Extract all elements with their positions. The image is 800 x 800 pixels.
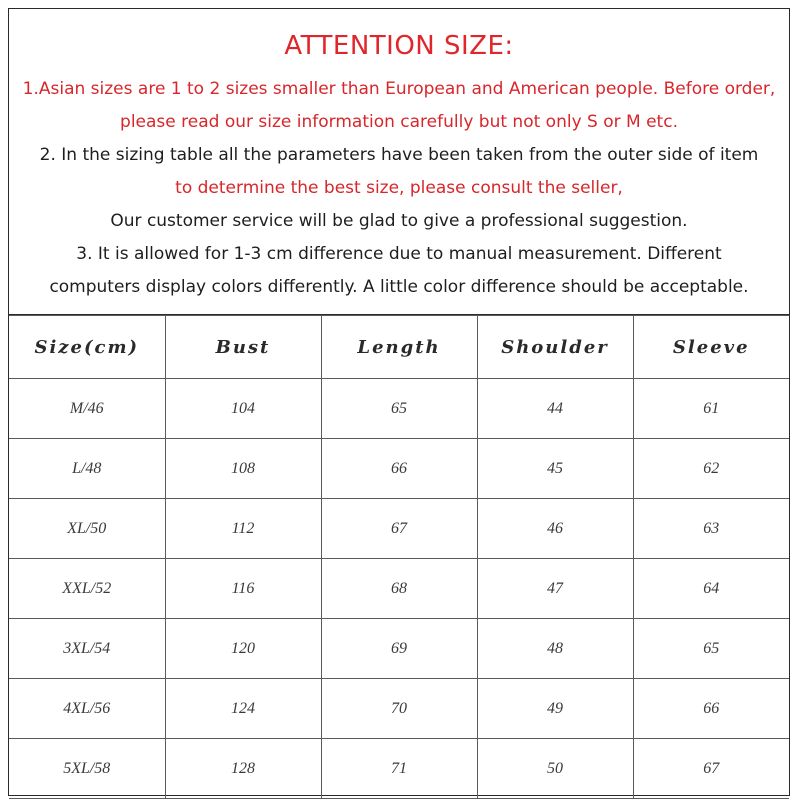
table-row — [9, 379, 789, 439]
cell-sleeve: 65 — [633, 619, 789, 679]
cell-shoulder: 49 — [477, 679, 633, 739]
cell-length: 68 — [321, 559, 477, 619]
table-row — [9, 679, 789, 739]
header-size: Size(cm) — [9, 316, 165, 379]
cell-length: 69 — [321, 619, 477, 679]
table-row — [9, 559, 789, 619]
cell-size: XXL/52 — [9, 559, 165, 619]
cell-bust: 128 — [165, 739, 321, 799]
cell-shoulder: 47 — [477, 559, 633, 619]
cell-bust: 120 — [165, 619, 321, 679]
table-row — [9, 499, 789, 559]
cell-sleeve: 62 — [633, 439, 789, 499]
cell-bust: 112 — [165, 499, 321, 559]
size-table — [9, 315, 789, 799]
cell-bust: 116 — [165, 559, 321, 619]
notice-line-3: 2. In the sizing table all the parameters have been taken from the outer side of item — [39, 145, 759, 165]
cell-bust: 104 — [165, 379, 321, 439]
cell-bust: 124 — [165, 679, 321, 739]
header-sleeve: Sleeve — [633, 316, 789, 379]
attention-notice — [9, 9, 789, 315]
header-bust: Bust — [165, 316, 321, 379]
cell-size: 3XL/54 — [9, 619, 165, 679]
notice-line-1: 1.Asian sizes are 1 to 2 sizes smaller than European and American people. Before order, — [22, 79, 776, 99]
table-row — [9, 439, 789, 499]
cell-length: 67 — [321, 499, 477, 559]
table-row — [9, 739, 789, 799]
table-row — [9, 619, 789, 679]
size-chart — [8, 8, 790, 796]
cell-size: L/48 — [9, 439, 165, 499]
cell-size: 5XL/58 — [9, 739, 165, 799]
cell-size: XL/50 — [9, 499, 165, 559]
cell-size: 4XL/56 — [9, 679, 165, 739]
cell-shoulder: 46 — [477, 499, 633, 559]
cell-length: 70 — [321, 679, 477, 739]
cell-shoulder: 48 — [477, 619, 633, 679]
cell-length: 71 — [321, 739, 477, 799]
cell-shoulder: 45 — [477, 439, 633, 499]
notice-line-6: 3. It is allowed for 1-3 cm difference due to manual measurement. Different — [76, 244, 722, 264]
cell-shoulder: 44 — [477, 379, 633, 439]
notice-line-5: Our customer service will be glad to give a professional suggestion. — [110, 211, 688, 231]
cell-length: 66 — [321, 439, 477, 499]
cell-sleeve: 66 — [633, 679, 789, 739]
notice-title: ATTENTION SIZE: — [284, 31, 514, 61]
cell-size: M/46 — [9, 379, 165, 439]
cell-shoulder: 50 — [477, 739, 633, 799]
table-header-row — [9, 316, 789, 379]
cell-sleeve: 63 — [633, 499, 789, 559]
cell-sleeve: 64 — [633, 559, 789, 619]
cell-sleeve: 67 — [633, 739, 789, 799]
header-shoulder: Shoulder — [477, 316, 633, 379]
notice-line-4: to determine the best size, please consult the seller, — [175, 178, 623, 198]
cell-length: 65 — [321, 379, 477, 439]
notice-line-2: please read our size information carefully but not only S or M etc. — [120, 112, 678, 132]
header-length: Length — [321, 316, 477, 379]
notice-line-7: computers display colors differently. A little color difference should be acceptable. — [49, 277, 749, 297]
cell-bust: 108 — [165, 439, 321, 499]
cell-sleeve: 61 — [633, 379, 789, 439]
